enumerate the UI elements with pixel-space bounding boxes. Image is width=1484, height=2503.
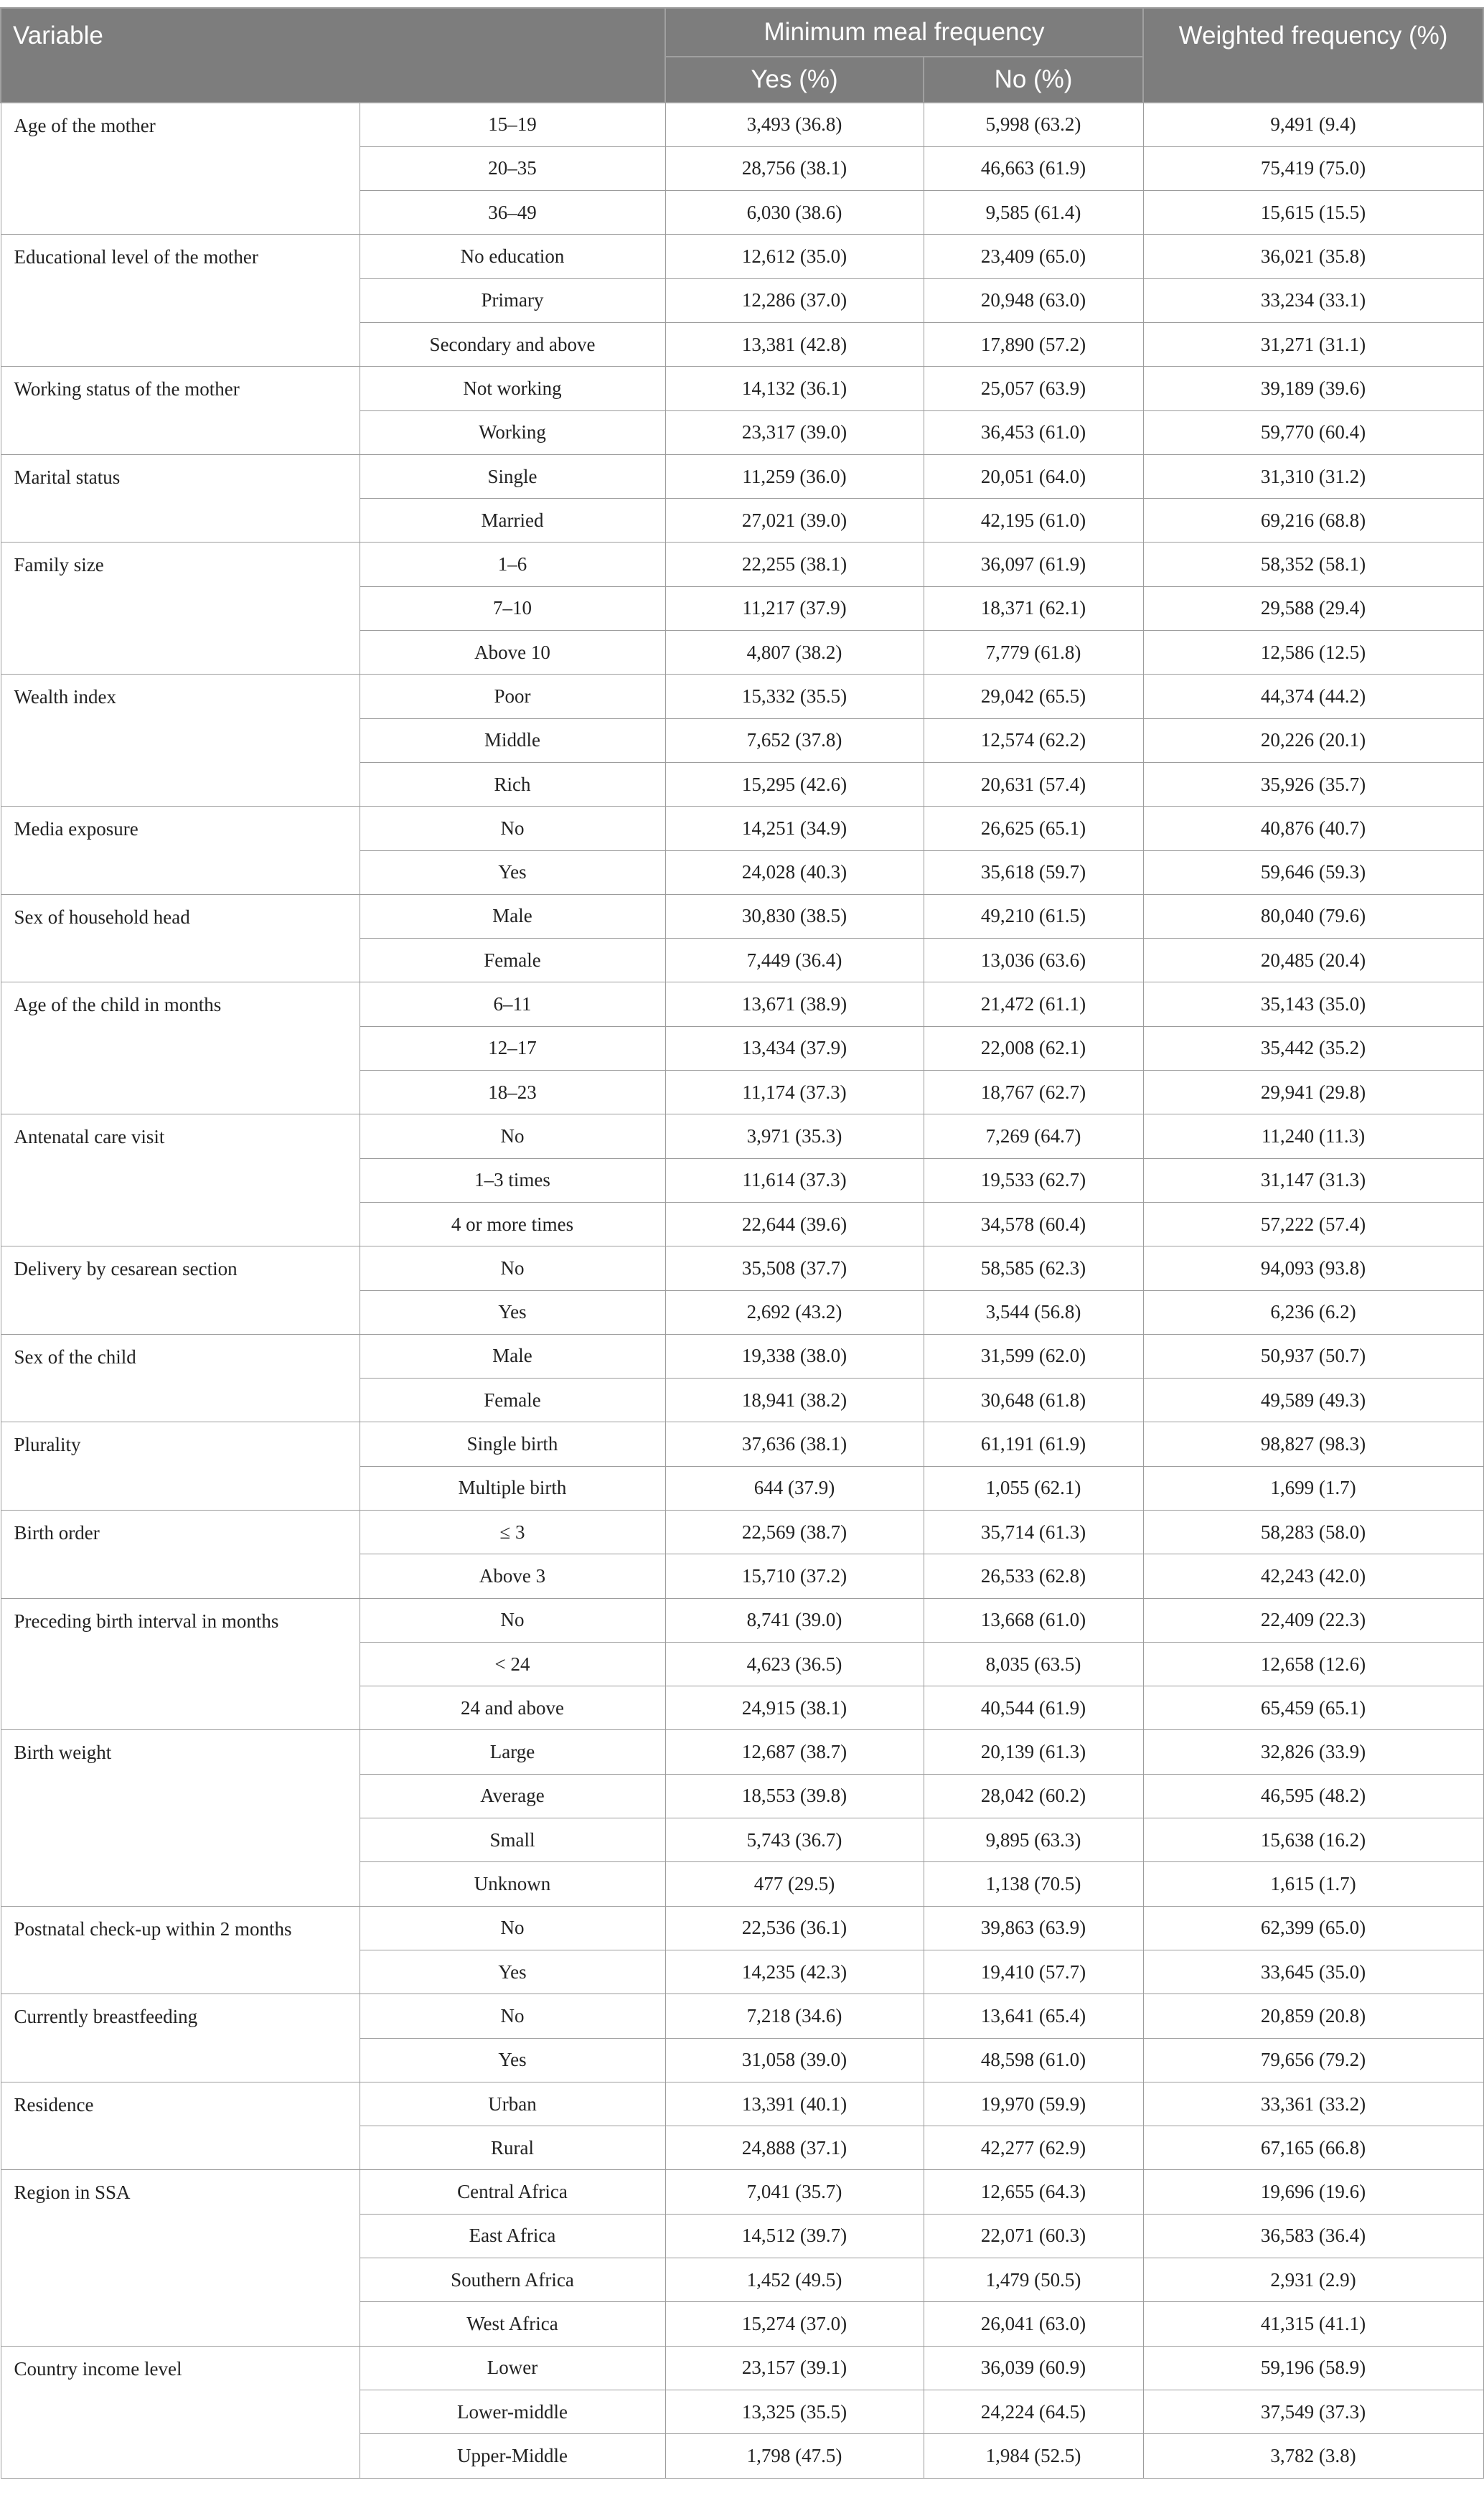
no-cell: 8,035 (63.5) (924, 1642, 1143, 1686)
weighted-cell: 40,876 (40.7) (1143, 807, 1483, 850)
weighted-cell: 39,189 (39.6) (1143, 367, 1483, 410)
yes-cell: 24,915 (38.1) (665, 1686, 924, 1730)
weighted-cell: 50,937 (50.7) (1143, 1334, 1483, 1378)
weighted-cell: 59,196 (58.9) (1143, 2346, 1483, 2390)
yes-cell: 11,174 (37.3) (665, 1071, 924, 1114)
weighted-cell: 32,826 (33.9) (1143, 1730, 1483, 1774)
yes-cell: 13,434 (37.9) (665, 1026, 924, 1070)
variable-name: Currently breastfeeding (1, 1994, 360, 2082)
yes-cell: 3,971 (35.3) (665, 1114, 924, 1158)
no-cell: 20,051 (64.0) (924, 454, 1143, 498)
no-cell: 5,998 (63.2) (924, 103, 1143, 146)
table-row (1, 807, 1483, 850)
category-cell: Yes (360, 1950, 665, 1994)
variable-name: Postnatal check-up within 2 months (1, 1906, 360, 1994)
category-cell: Lower-middle (360, 2390, 665, 2433)
weighted-cell: 65,459 (65.1) (1143, 1686, 1483, 1730)
no-cell: 19,970 (59.9) (924, 2082, 1143, 2126)
variable-name: Birth weight (1, 1730, 360, 1906)
weighted-cell: 98,827 (98.3) (1143, 1422, 1483, 1466)
category-cell: Average (360, 1774, 665, 1818)
yes-cell: 22,569 (38.7) (665, 1511, 924, 1554)
no-cell: 24,224 (64.5) (924, 2390, 1143, 2433)
table-row (1, 2082, 1483, 2126)
category-cell: No (360, 1246, 665, 1290)
no-cell: 13,036 (63.6) (924, 939, 1143, 982)
category-cell: Female (360, 939, 665, 982)
table-header (1, 8, 1483, 103)
no-cell: 3,544 (56.8) (924, 1290, 1143, 1334)
variable-name: Media exposure (1, 807, 360, 895)
no-cell: 29,042 (65.5) (924, 675, 1143, 718)
weighted-cell: 9,491 (9.4) (1143, 103, 1483, 146)
no-cell: 12,574 (62.2) (924, 718, 1143, 762)
weighted-cell: 20,226 (20.1) (1143, 718, 1483, 762)
category-cell: < 24 (360, 1642, 665, 1686)
table-row (1, 1906, 1483, 1950)
category-cell: Single (360, 454, 665, 498)
category-cell: Female (360, 1379, 665, 1422)
weighted-cell: 41,315 (41.1) (1143, 2302, 1483, 2346)
yes-cell: 11,217 (37.9) (665, 586, 924, 630)
category-cell: Secondary and above (360, 322, 665, 366)
variable-name: Working status of the mother (1, 367, 360, 455)
no-cell: 40,544 (61.9) (924, 1686, 1143, 1730)
table-container (0, 7, 1484, 2479)
no-cell: 17,890 (57.2) (924, 322, 1143, 366)
no-cell: 61,191 (61.9) (924, 1422, 1143, 1466)
no-cell: 7,269 (64.7) (924, 1114, 1143, 1158)
category-cell: Rich (360, 762, 665, 806)
category-cell: ≤ 3 (360, 1511, 665, 1554)
category-cell: Lower (360, 2346, 665, 2390)
weighted-cell: 79,656 (79.2) (1143, 2038, 1483, 2082)
weighted-cell: 12,586 (12.5) (1143, 631, 1483, 675)
no-cell: 25,057 (63.9) (924, 367, 1143, 410)
weighted-cell: 59,646 (59.3) (1143, 850, 1483, 894)
category-cell: Primary (360, 278, 665, 322)
weighted-cell: 59,770 (60.4) (1143, 410, 1483, 454)
weighted-cell: 3,782 (3.8) (1143, 2434, 1483, 2478)
category-cell: Rural (360, 2126, 665, 2170)
no-cell: 26,041 (63.0) (924, 2302, 1143, 2346)
weighted-cell: 35,926 (35.7) (1143, 762, 1483, 806)
header-minimum-meal-frequency: Minimum meal frequency (665, 8, 1143, 57)
table-row (1, 1422, 1483, 1466)
variable-name: Age of the mother (1, 103, 360, 235)
yes-cell: 30,830 (38.5) (665, 894, 924, 938)
yes-cell: 644 (37.9) (665, 1466, 924, 1510)
category-cell: Male (360, 894, 665, 938)
no-cell: 1,479 (50.5) (924, 2258, 1143, 2302)
category-cell: Single birth (360, 1422, 665, 1466)
table-row (1, 894, 1483, 938)
weighted-cell: 31,147 (31.3) (1143, 1158, 1483, 1202)
weighted-cell: 44,374 (44.2) (1143, 675, 1483, 718)
yes-cell: 1,798 (47.5) (665, 2434, 924, 2478)
no-cell: 35,618 (59.7) (924, 850, 1143, 894)
yes-cell: 4,807 (38.2) (665, 631, 924, 675)
no-cell: 19,533 (62.7) (924, 1158, 1143, 1202)
table-body (1, 103, 1483, 2478)
no-cell: 18,767 (62.7) (924, 1071, 1143, 1114)
variable-name: Marital status (1, 454, 360, 543)
yes-cell: 22,536 (36.1) (665, 1906, 924, 1950)
yes-cell: 37,636 (38.1) (665, 1422, 924, 1466)
table-row (1, 1994, 1483, 2038)
table-row (1, 2346, 1483, 2390)
weighted-cell: 19,696 (19.6) (1143, 2170, 1483, 2214)
yes-cell: 477 (29.5) (665, 1862, 924, 1906)
yes-cell: 13,325 (35.5) (665, 2390, 924, 2433)
category-cell: Middle (360, 718, 665, 762)
variable-name: Wealth index (1, 675, 360, 807)
no-cell: 48,598 (61.0) (924, 2038, 1143, 2082)
weighted-cell: 58,352 (58.1) (1143, 543, 1483, 586)
no-cell: 7,779 (61.8) (924, 631, 1143, 675)
category-cell: Yes (360, 2038, 665, 2082)
yes-cell: 3,493 (36.8) (665, 103, 924, 146)
category-cell: 15–19 (360, 103, 665, 146)
category-cell: 1–6 (360, 543, 665, 586)
category-cell: Central Africa (360, 2170, 665, 2214)
category-cell: Small (360, 1818, 665, 1862)
yes-cell: 14,512 (39.7) (665, 2214, 924, 2258)
yes-cell: 31,058 (39.0) (665, 2038, 924, 2082)
yes-cell: 24,028 (40.3) (665, 850, 924, 894)
variable-name: Region in SSA (1, 2170, 360, 2346)
yes-cell: 18,941 (38.2) (665, 1379, 924, 1422)
variable-name: Delivery by cesarean section (1, 1246, 360, 1335)
no-cell: 9,585 (61.4) (924, 191, 1143, 235)
table-row (1, 543, 1483, 586)
category-cell: 4 or more times (360, 1202, 665, 1246)
category-cell: No (360, 1598, 665, 1642)
no-cell: 20,631 (57.4) (924, 762, 1143, 806)
yes-cell: 13,391 (40.1) (665, 2082, 924, 2126)
weighted-cell: 62,399 (65.0) (1143, 1906, 1483, 1950)
weighted-cell: 20,859 (20.8) (1143, 1994, 1483, 2038)
weighted-cell: 6,236 (6.2) (1143, 1290, 1483, 1334)
weighted-cell: 75,419 (75.0) (1143, 146, 1483, 190)
weighted-cell: 80,040 (79.6) (1143, 894, 1483, 938)
weighted-cell: 35,442 (35.2) (1143, 1026, 1483, 1070)
no-cell: 20,948 (63.0) (924, 278, 1143, 322)
no-cell: 42,277 (62.9) (924, 2126, 1143, 2170)
variable-name: Sex of the child (1, 1334, 360, 1422)
table-row (1, 1598, 1483, 1642)
weighted-cell: 31,310 (31.2) (1143, 454, 1483, 498)
yes-cell: 15,710 (37.2) (665, 1554, 924, 1598)
weighted-cell: 67,165 (66.8) (1143, 2126, 1483, 2170)
table-row (1, 1334, 1483, 1378)
table-row (1, 1114, 1483, 1158)
no-cell: 13,668 (61.0) (924, 1598, 1143, 1642)
table-row (1, 103, 1483, 146)
weighted-cell: 36,021 (35.8) (1143, 235, 1483, 278)
variable-name: Country income level (1, 2346, 360, 2478)
yes-cell: 12,286 (37.0) (665, 278, 924, 322)
header-variable: Variable (1, 8, 665, 103)
no-cell: 1,984 (52.5) (924, 2434, 1143, 2478)
category-cell: 24 and above (360, 1686, 665, 1730)
category-cell: Unknown (360, 1862, 665, 1906)
category-cell: No (360, 1114, 665, 1158)
yes-cell: 15,332 (35.5) (665, 675, 924, 718)
weighted-cell: 29,588 (29.4) (1143, 586, 1483, 630)
yes-cell: 5,743 (36.7) (665, 1818, 924, 1862)
variable-name: Preceding birth interval in months (1, 1598, 360, 1730)
category-cell: Yes (360, 850, 665, 894)
no-cell: 36,097 (61.9) (924, 543, 1143, 586)
no-cell: 1,055 (62.1) (924, 1466, 1143, 1510)
weighted-cell: 12,658 (12.6) (1143, 1642, 1483, 1686)
weighted-cell: 37,549 (37.3) (1143, 2390, 1483, 2433)
yes-cell: 15,274 (37.0) (665, 2302, 924, 2346)
category-cell: Multiple birth (360, 1466, 665, 1510)
weighted-cell: 36,583 (36.4) (1143, 2214, 1483, 2258)
category-cell: No (360, 807, 665, 850)
variable-name: Educational level of the mother (1, 235, 360, 367)
table-row (1, 235, 1483, 278)
category-cell: 20–35 (360, 146, 665, 190)
category-cell: Working (360, 410, 665, 454)
category-cell: Male (360, 1334, 665, 1378)
no-cell: 26,533 (62.8) (924, 1554, 1143, 1598)
variable-name: Birth order (1, 1511, 360, 1599)
yes-cell: 13,381 (42.8) (665, 322, 924, 366)
data-table (0, 7, 1484, 2479)
weighted-cell: 49,589 (49.3) (1143, 1379, 1483, 1422)
table-row (1, 2170, 1483, 2214)
yes-cell: 27,021 (39.0) (665, 499, 924, 543)
yes-cell: 19,338 (38.0) (665, 1334, 924, 1378)
yes-cell: 14,235 (42.3) (665, 1950, 924, 1994)
yes-cell: 7,449 (36.4) (665, 939, 924, 982)
yes-cell: 35,508 (37.7) (665, 1246, 924, 1290)
weighted-cell: 46,595 (48.2) (1143, 1774, 1483, 1818)
table-row (1, 1511, 1483, 1554)
category-cell: Married (360, 499, 665, 543)
yes-cell: 8,741 (39.0) (665, 1598, 924, 1642)
category-cell: Urban (360, 2082, 665, 2126)
category-cell: 36–49 (360, 191, 665, 235)
weighted-cell: 31,271 (31.1) (1143, 322, 1483, 366)
yes-cell: 18,553 (39.8) (665, 1774, 924, 1818)
weighted-cell: 15,615 (15.5) (1143, 191, 1483, 235)
no-cell: 13,641 (65.4) (924, 1994, 1143, 2038)
category-cell: 12–17 (360, 1026, 665, 1070)
category-cell: 18–23 (360, 1071, 665, 1114)
table-row (1, 454, 1483, 498)
yes-cell: 23,317 (39.0) (665, 410, 924, 454)
weighted-cell: 94,093 (93.8) (1143, 1246, 1483, 1290)
header-weighted-frequency: Weighted frequency (%) (1143, 8, 1483, 103)
variable-name: Sex of household head (1, 894, 360, 982)
yes-cell: 24,888 (37.1) (665, 2126, 924, 2170)
yes-cell: 13,671 (38.9) (665, 982, 924, 1026)
no-cell: 58,585 (62.3) (924, 1246, 1143, 1290)
table-row (1, 675, 1483, 718)
yes-cell: 4,623 (36.5) (665, 1642, 924, 1686)
variable-name: Residence (1, 2082, 360, 2170)
category-cell: 1–3 times (360, 1158, 665, 1202)
weighted-cell: 33,645 (35.0) (1143, 1950, 1483, 1994)
no-cell: 30,648 (61.8) (924, 1379, 1143, 1422)
category-cell: No education (360, 235, 665, 278)
table-row (1, 1246, 1483, 1290)
no-cell: 22,071 (60.3) (924, 2214, 1143, 2258)
yes-cell: 7,218 (34.6) (665, 1994, 924, 2038)
category-cell: Southern Africa (360, 2258, 665, 2302)
table-row (1, 982, 1483, 1026)
header-no: No (%) (924, 57, 1143, 103)
no-cell: 19,410 (57.7) (924, 1950, 1143, 1994)
weighted-cell: 58,283 (58.0) (1143, 1511, 1483, 1554)
yes-cell: 15,295 (42.6) (665, 762, 924, 806)
no-cell: 39,863 (63.9) (924, 1906, 1143, 1950)
category-cell: Large (360, 1730, 665, 1774)
category-cell: East Africa (360, 2214, 665, 2258)
weighted-cell: 35,143 (35.0) (1143, 982, 1483, 1026)
yes-cell: 1,452 (49.5) (665, 2258, 924, 2302)
weighted-cell: 1,615 (1.7) (1143, 1862, 1483, 1906)
variable-name: Antenatal care visit (1, 1114, 360, 1246)
yes-cell: 28,756 (38.1) (665, 146, 924, 190)
table-row (1, 367, 1483, 410)
no-cell: 18,371 (62.1) (924, 586, 1143, 630)
no-cell: 1,138 (70.5) (924, 1862, 1143, 1906)
weighted-cell: 22,409 (22.3) (1143, 1598, 1483, 1642)
weighted-cell: 2,931 (2.9) (1143, 2258, 1483, 2302)
weighted-cell: 29,941 (29.8) (1143, 1071, 1483, 1114)
no-cell: 36,453 (61.0) (924, 410, 1143, 454)
weighted-cell: 20,485 (20.4) (1143, 939, 1483, 982)
yes-cell: 2,692 (43.2) (665, 1290, 924, 1334)
variable-name: Age of the child in months (1, 982, 360, 1114)
weighted-cell: 57,222 (57.4) (1143, 1202, 1483, 1246)
category-cell: Above 10 (360, 631, 665, 675)
variable-name: Family size (1, 543, 360, 675)
category-cell: No (360, 1906, 665, 1950)
yes-cell: 11,259 (36.0) (665, 454, 924, 498)
weighted-cell: 33,234 (33.1) (1143, 278, 1483, 322)
no-cell: 23,409 (65.0) (924, 235, 1143, 278)
weighted-cell: 69,216 (68.8) (1143, 499, 1483, 543)
weighted-cell: 11,240 (11.3) (1143, 1114, 1483, 1158)
category-cell: Yes (360, 1290, 665, 1334)
category-cell: No (360, 1994, 665, 2038)
weighted-cell: 42,243 (42.0) (1143, 1554, 1483, 1598)
yes-cell: 12,687 (38.7) (665, 1730, 924, 1774)
no-cell: 21,472 (61.1) (924, 982, 1143, 1026)
yes-cell: 23,157 (39.1) (665, 2346, 924, 2390)
no-cell: 20,139 (61.3) (924, 1730, 1143, 1774)
yes-cell: 7,041 (35.7) (665, 2170, 924, 2214)
no-cell: 42,195 (61.0) (924, 499, 1143, 543)
category-cell: Not working (360, 367, 665, 410)
no-cell: 26,625 (65.1) (924, 807, 1143, 850)
no-cell: 12,655 (64.3) (924, 2170, 1143, 2214)
category-cell: Above 3 (360, 1554, 665, 1598)
weighted-cell: 33,361 (33.2) (1143, 2082, 1483, 2126)
variable-name: Plurality (1, 1422, 360, 1511)
category-cell: 7–10 (360, 586, 665, 630)
no-cell: 49,210 (61.5) (924, 894, 1143, 938)
no-cell: 31,599 (62.0) (924, 1334, 1143, 1378)
no-cell: 34,578 (60.4) (924, 1202, 1143, 1246)
yes-cell: 6,030 (38.6) (665, 191, 924, 235)
yes-cell: 14,251 (34.9) (665, 807, 924, 850)
category-cell: Poor (360, 675, 665, 718)
table-row (1, 1730, 1483, 1774)
yes-cell: 11,614 (37.3) (665, 1158, 924, 1202)
category-cell: West Africa (360, 2302, 665, 2346)
header-yes: Yes (%) (665, 57, 924, 103)
yes-cell: 22,644 (39.6) (665, 1202, 924, 1246)
category-cell: Upper-Middle (360, 2434, 665, 2478)
yes-cell: 22,255 (38.1) (665, 543, 924, 586)
no-cell: 46,663 (61.9) (924, 146, 1143, 190)
category-cell: 6–11 (360, 982, 665, 1026)
no-cell: 9,895 (63.3) (924, 1818, 1143, 1862)
yes-cell: 7,652 (37.8) (665, 718, 924, 762)
no-cell: 28,042 (60.2) (924, 1774, 1143, 1818)
no-cell: 36,039 (60.9) (924, 2346, 1143, 2390)
yes-cell: 14,132 (36.1) (665, 367, 924, 410)
no-cell: 35,714 (61.3) (924, 1511, 1143, 1554)
yes-cell: 12,612 (35.0) (665, 235, 924, 278)
weighted-cell: 1,699 (1.7) (1143, 1466, 1483, 1510)
no-cell: 22,008 (62.1) (924, 1026, 1143, 1070)
weighted-cell: 15,638 (16.2) (1143, 1818, 1483, 1862)
